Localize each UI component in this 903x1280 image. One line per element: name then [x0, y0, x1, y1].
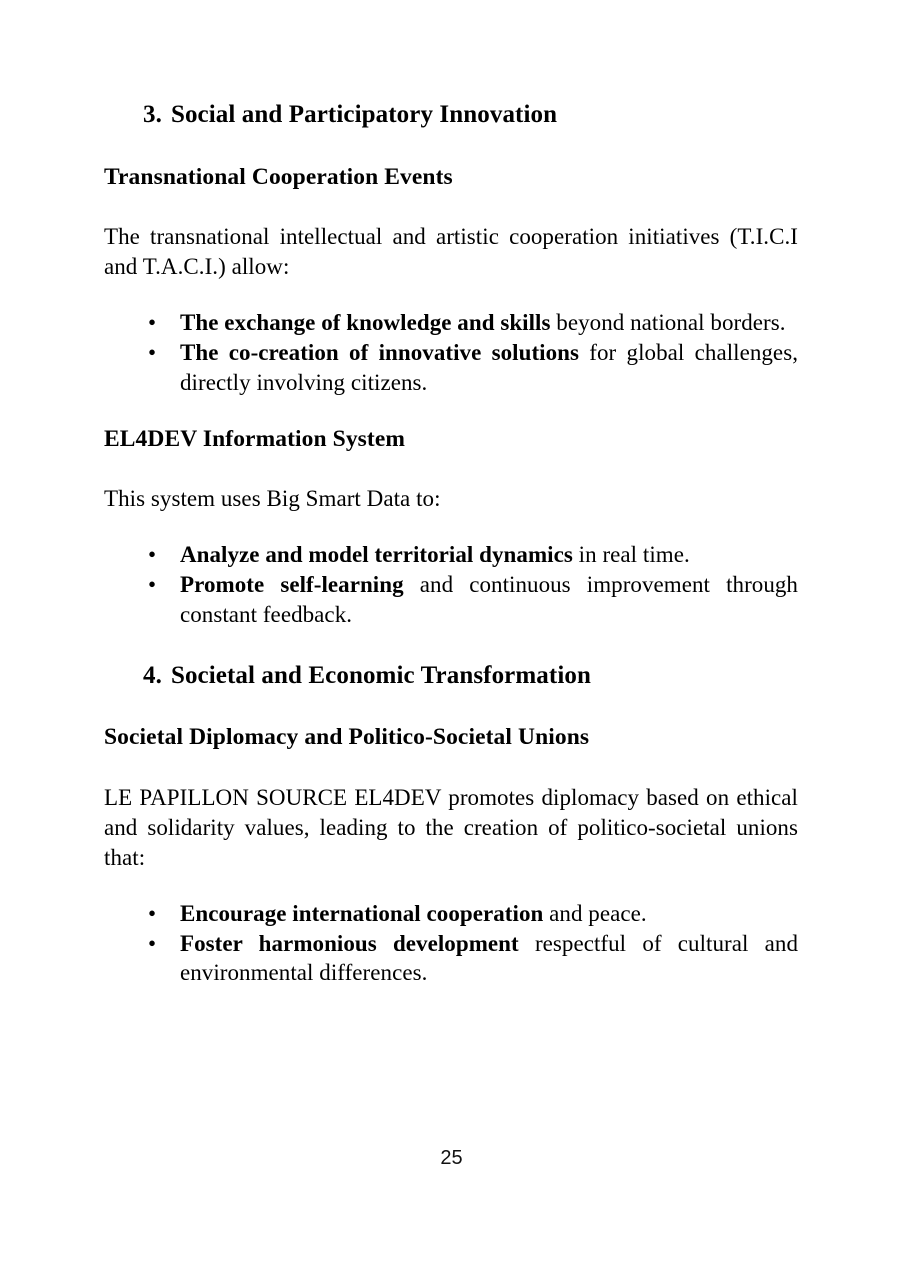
spacer	[104, 282, 798, 308]
spacer	[104, 752, 798, 783]
list-item	[104, 338, 798, 398]
paragraph-big-smart-data: This system uses Big Smart Data to:	[104, 486, 441, 512]
section-heading-4	[104, 661, 798, 692]
bullet-list-cooperation-benefits	[104, 308, 798, 398]
bullet-icon: •	[148, 339, 157, 365]
bullet-icon: •	[148, 930, 157, 956]
spacer	[104, 873, 798, 899]
spacer	[104, 453, 798, 484]
section-title-4: Societal and Economic Transformation	[170, 661, 591, 689]
spacer	[104, 398, 798, 425]
section-heading-3	[104, 100, 798, 131]
bullet-icon: •	[148, 542, 157, 568]
spacer	[104, 131, 798, 163]
subheading-el4dev-information-system: EL4DEV Information System	[104, 425, 406, 452]
list-item	[104, 540, 798, 570]
spacer	[104, 630, 798, 661]
bullet-icon: •	[148, 900, 157, 926]
list-item-text: and continuous improvement through constant feedback.	[180, 572, 798, 627]
bullet-icon: •	[148, 572, 157, 598]
subheading-transnational-cooperation-events: Transnational Cooperation Events	[104, 163, 453, 190]
list-item	[104, 899, 798, 929]
list-item-text: respectful of cultural and environmental differences.	[180, 930, 799, 986]
spacer	[104, 691, 798, 723]
bullet-icon: •	[148, 309, 157, 335]
list-item-lead: The exchange of knowledge and skills	[180, 309, 551, 335]
list-item-lead: Encourage international cooperation	[180, 900, 544, 926]
page-number: 25	[440, 1147, 463, 1169]
list-item-lead: Foster harmonious development	[180, 930, 519, 956]
paragraph-transnational-initiatives: The transnational intellectual and artistic cooperation initiatives (T.I.C.I and T.A.C.I.) allow:	[104, 224, 798, 280]
spacer	[104, 514, 798, 540]
list-item-lead: Promote self-learning	[180, 572, 404, 598]
bullet-list-information-system-capabilities	[104, 540, 798, 630]
list-item	[104, 929, 798, 989]
list-item-text: in real time.	[572, 542, 690, 568]
paragraph-le-papillon-source: LE PAPILLON SOURCE EL4DEV promotes diplomacy based on ethical and solidarity values, leading to the creation of politico-societal unions that:	[104, 784, 798, 870]
list-item-text: and peace.	[543, 900, 647, 926]
section-number-4: 4.	[143, 661, 162, 689]
page-content	[104, 100, 798, 988]
spacer	[104, 191, 798, 222]
bullet-list-union-goals	[104, 899, 798, 989]
section-number-3: 3.	[143, 101, 162, 128]
subheading-societal-diplomacy: Societal Diplomacy and Politico-Societal Unions	[104, 724, 590, 751]
list-item-lead: The co-creation of innovative solutions	[180, 339, 579, 365]
list-item-lead: Analyze and model territorial dynamics	[180, 542, 573, 568]
section-title-3: Social and Participatory Innovation	[170, 101, 558, 128]
list-item-text: for global challenges, directly involving citizens.	[180, 339, 798, 395]
list-item	[104, 308, 798, 338]
list-item-text: beyond national borders.	[550, 309, 786, 335]
list-item	[104, 570, 798, 630]
